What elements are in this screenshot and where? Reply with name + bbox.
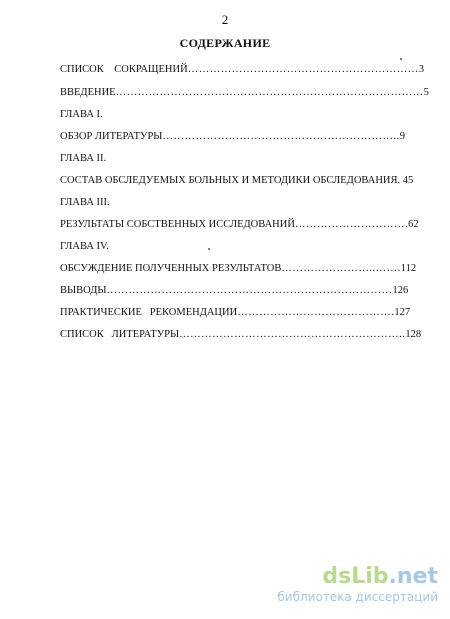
watermark	[277, 565, 438, 605]
toc-chapter-heading	[60, 196, 432, 210]
toc-entry-page: 62	[408, 219, 419, 230]
toc-entry-page: 9	[399, 131, 405, 142]
toc-leader: ………………………………………………………..	[162, 131, 400, 142]
scan-speck	[400, 58, 402, 60]
toc-entry-page: 126	[392, 285, 409, 296]
toc-entry	[60, 174, 432, 188]
toc-leader: ……………………………………………………………………	[106, 285, 393, 296]
toc-entry-title: ВЫВОДЫ	[60, 285, 107, 296]
toc-entry-title: СОСТАВ ОБСЛЕДУЕМЫХ БОЛЬНЫХ И МЕТОДИКИ ОБСЛЕДОВАНИЯ.	[60, 175, 401, 186]
toc-leader: …………………………………….	[237, 307, 395, 318]
toc-entry	[60, 130, 432, 144]
toc-entry-title: ГЛАВА IV.	[60, 241, 109, 252]
page-number: 2	[221, 12, 229, 27]
toc-entry-page: 5	[423, 87, 429, 98]
toc-entry-page: 45	[402, 175, 414, 186]
toc-entry-title: ОБСУЖДЕНИЕ ПОЛУЧЕННЫХ РЕЗУЛЬТАТОВ	[60, 263, 282, 274]
toc-entry-title: ГЛАВА II.	[60, 153, 107, 164]
toc-leader: ……………………..…….	[281, 263, 401, 274]
toc-entry	[60, 328, 432, 342]
toc-entry-title: СПИСОК СОКРАЩЕНИЙ	[60, 64, 188, 75]
page-title: СОДЕРЖАНИЕ	[179, 36, 271, 50]
toc-entry	[60, 306, 432, 320]
toc-chapter-heading	[60, 108, 432, 122]
toc-entry-page: 3	[418, 64, 424, 75]
toc-entry-title: ГЛАВА III.	[60, 197, 110, 208]
toc-leader: …………………………………………………………………………	[115, 87, 424, 98]
toc-entry-title: ОБЗОР ЛИТЕРАТУРЫ	[60, 131, 163, 142]
watermark-logo: dsLib.net	[322, 564, 438, 589]
watermark-subtitle: библиотека диссертаций	[277, 590, 438, 604]
toc-leader: ………………………………………………………	[187, 64, 419, 75]
toc-entry	[60, 63, 432, 77]
toc-entry	[60, 86, 432, 100]
toc-entry-page: 112	[400, 263, 417, 274]
toc-chapter-heading	[60, 240, 432, 254]
toc-entry	[60, 262, 432, 276]
scan-speck	[208, 248, 210, 250]
toc-entry	[60, 218, 432, 232]
toc-chapter-heading	[60, 152, 432, 166]
toc-entry-page: 128	[405, 329, 422, 340]
toc-entry-title: ВВЕДЕНИЕ	[60, 87, 116, 98]
toc-entry-title: РЕЗУЛЬТАТЫ СОБСТВЕННЫХ ИССЛЕДОВАНИЙ	[60, 219, 295, 230]
toc-leader: ……………………………………………………..	[179, 329, 406, 340]
toc-entry-title: ПРАКТИЧЕСКИЕ РЕКОМЕНДАЦИИ	[60, 307, 238, 318]
toc-entry-title: СПИСОК ЛИТЕРАТУРЫ	[60, 329, 180, 340]
toc-leader: ………………………….	[294, 219, 409, 230]
toc-entry-title: ГЛАВА I.	[60, 109, 103, 120]
toc-entry	[60, 284, 432, 298]
toc-entry-page: 127	[394, 307, 411, 318]
